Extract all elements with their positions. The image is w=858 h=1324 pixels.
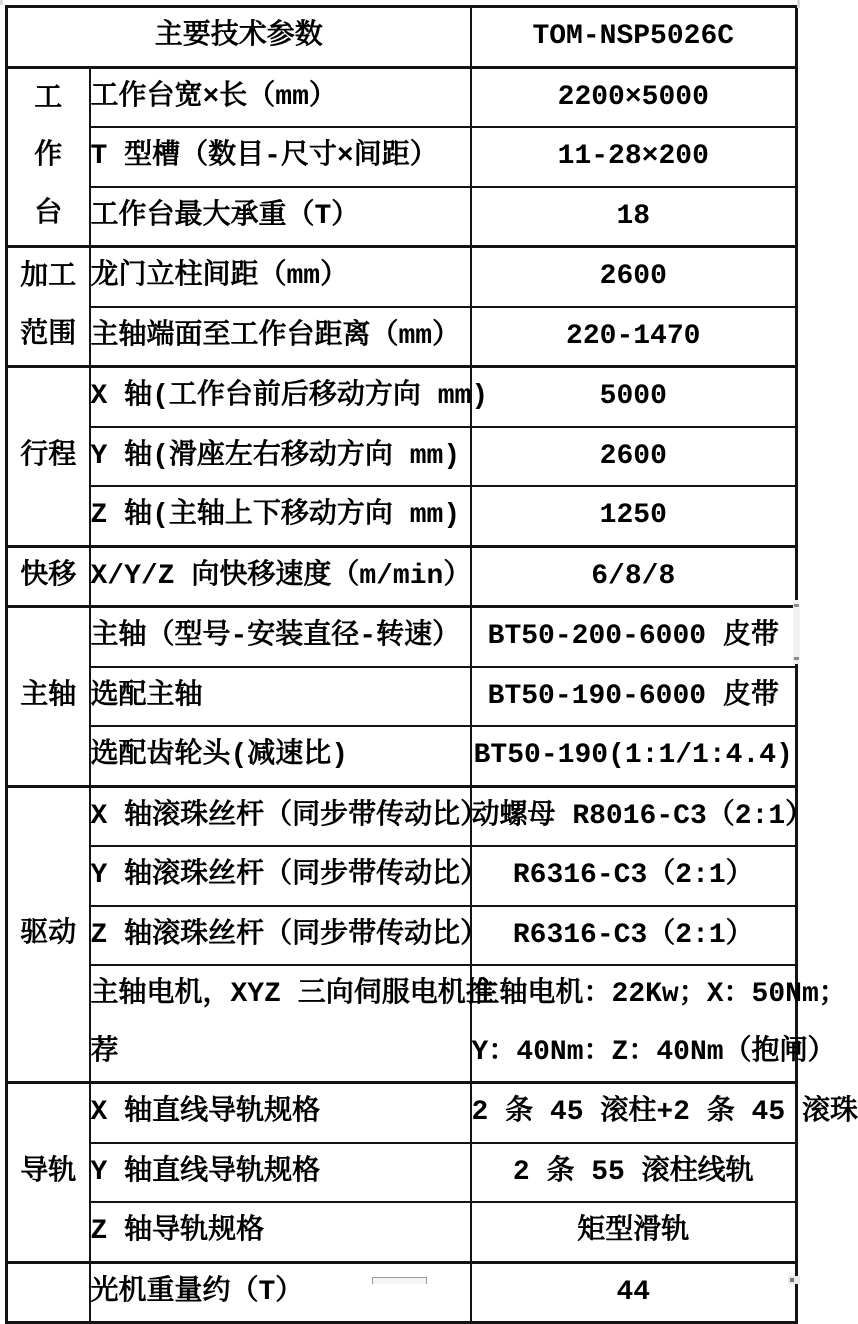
table-row bbox=[7, 1143, 797, 1203]
header-title: 主要技术参数 bbox=[7, 7, 471, 68]
param-cell: X/Y/Z 向快移速度（m/min） bbox=[90, 546, 471, 607]
param-cell: Y 轴(滑座左右移动方向 mm) bbox=[90, 427, 471, 487]
param-cell: 主轴（型号-安装直径-转速） bbox=[90, 607, 471, 667]
param-cell: X 轴直线导轨规格 bbox=[90, 1083, 471, 1143]
param-cell: Y 轴直线导轨规格 bbox=[90, 1143, 471, 1203]
table-row bbox=[7, 127, 797, 187]
table-row bbox=[7, 1202, 797, 1262]
value-cell: BT50-190(1:1/1:4.4) bbox=[471, 726, 797, 786]
value-cell: 44 bbox=[471, 1262, 797, 1323]
vertical-scrollbar-fragment[interactable] bbox=[793, 600, 800, 664]
value-cell: 18 bbox=[471, 187, 797, 247]
category-drive: 驱动 bbox=[7, 786, 90, 1083]
table-row bbox=[7, 307, 797, 367]
table-row bbox=[7, 786, 797, 846]
param-cell: 工作台最大承重（T） bbox=[90, 187, 471, 247]
table-row bbox=[7, 726, 797, 786]
table-row bbox=[7, 667, 797, 727]
scrollbar-tick-icon bbox=[794, 657, 799, 660]
value-cell: R6316-C3（2:1） bbox=[471, 846, 797, 906]
value-cell: 2 条 55 滚柱线轨 bbox=[471, 1143, 797, 1203]
param-cell: X 轴(工作台前后移动方向 mm) bbox=[90, 367, 471, 427]
param-cell: Z 轴滚珠丝杆（同步带传动比） bbox=[90, 906, 471, 966]
table-row bbox=[7, 486, 797, 546]
table-row bbox=[7, 187, 797, 247]
value-cell: 1250 bbox=[471, 486, 797, 546]
table-header-row bbox=[7, 7, 797, 68]
param-cell: 工作台宽×长（mm） bbox=[90, 67, 471, 127]
horizontal-scrollbar-thumb[interactable] bbox=[372, 1277, 427, 1284]
param-cell: 主轴端面至工作台距离（mm） bbox=[90, 307, 471, 367]
value-cell: 动螺母 R8016-C3（2:1） bbox=[471, 786, 797, 846]
scrollbar-tick-icon bbox=[794, 604, 799, 607]
category-empty bbox=[7, 1262, 90, 1323]
table-row bbox=[7, 1083, 797, 1143]
table-row bbox=[7, 846, 797, 906]
table-row bbox=[7, 607, 797, 667]
value-cell: 11-28×200 bbox=[471, 127, 797, 187]
value-cell: 矩型滑轨 bbox=[471, 1202, 797, 1262]
category-guideway: 导轨 bbox=[7, 1083, 90, 1263]
value-cell: 2200×5000 bbox=[471, 67, 797, 127]
value-cell: 2600 bbox=[471, 247, 797, 307]
header-model: TOM-NSP5026C bbox=[471, 7, 797, 68]
value-cell: 220-1470 bbox=[471, 307, 797, 367]
category-worktable: 工 作 台 bbox=[7, 67, 90, 247]
resize-corner-handle[interactable] bbox=[788, 1276, 800, 1284]
table-row bbox=[7, 906, 797, 966]
param-cell: 选配齿轮头(减速比) bbox=[90, 726, 471, 786]
table-row bbox=[7, 247, 797, 307]
param-cell: 龙门立柱间距（mm） bbox=[90, 247, 471, 307]
table-row bbox=[7, 427, 797, 487]
param-cell: 主轴电机，XYZ 三向伺服电机推 荐 bbox=[90, 965, 471, 1083]
category-travel: 行程 bbox=[7, 367, 90, 547]
param-cell: 光机重量约（T） bbox=[90, 1262, 471, 1323]
table-row bbox=[7, 1262, 797, 1323]
param-cell: Y 轴滚珠丝杆（同步带传动比） bbox=[90, 846, 471, 906]
param-cell: T 型槽（数目-尺寸×间距） bbox=[90, 127, 471, 187]
param-cell: Z 轴导轨规格 bbox=[90, 1202, 471, 1262]
table-row bbox=[7, 965, 797, 1083]
category-rapid: 快移 bbox=[7, 546, 90, 607]
param-cell: 选配主轴 bbox=[90, 667, 471, 727]
category-spindle: 主轴 bbox=[7, 607, 90, 787]
value-cell: BT50-190-6000 皮带 bbox=[471, 667, 797, 727]
value-cell: 2600 bbox=[471, 427, 797, 487]
resize-corner-mark-icon bbox=[790, 1278, 794, 1282]
table-row bbox=[7, 546, 797, 607]
param-cell: X 轴滚珠丝杆（同步带传动比） bbox=[90, 786, 471, 846]
value-cell: 主轴电机：22Kw；X：50Nm； Y：40Nm：Z：40Nm（抱闸） bbox=[471, 965, 797, 1083]
top-left-edge-sliver bbox=[0, 0, 3, 5]
value-cell: 2 条 45 滚柱+2 条 45 滚珠 bbox=[471, 1083, 797, 1143]
top-right-edge-sliver bbox=[797, 0, 800, 8]
value-cell: 5000 bbox=[471, 367, 797, 427]
spec-table bbox=[5, 5, 858, 1324]
table-row bbox=[7, 367, 797, 427]
value-cell: 6/8/8 bbox=[471, 546, 797, 607]
param-cell: Z 轴(主轴上下移动方向 mm) bbox=[90, 486, 471, 546]
category-machining-range: 加工 范围 bbox=[7, 247, 90, 367]
value-cell: BT50-200-6000 皮带 bbox=[471, 607, 797, 667]
table-row bbox=[7, 67, 797, 127]
value-cell: R6316-C3（2:1） bbox=[471, 906, 797, 966]
